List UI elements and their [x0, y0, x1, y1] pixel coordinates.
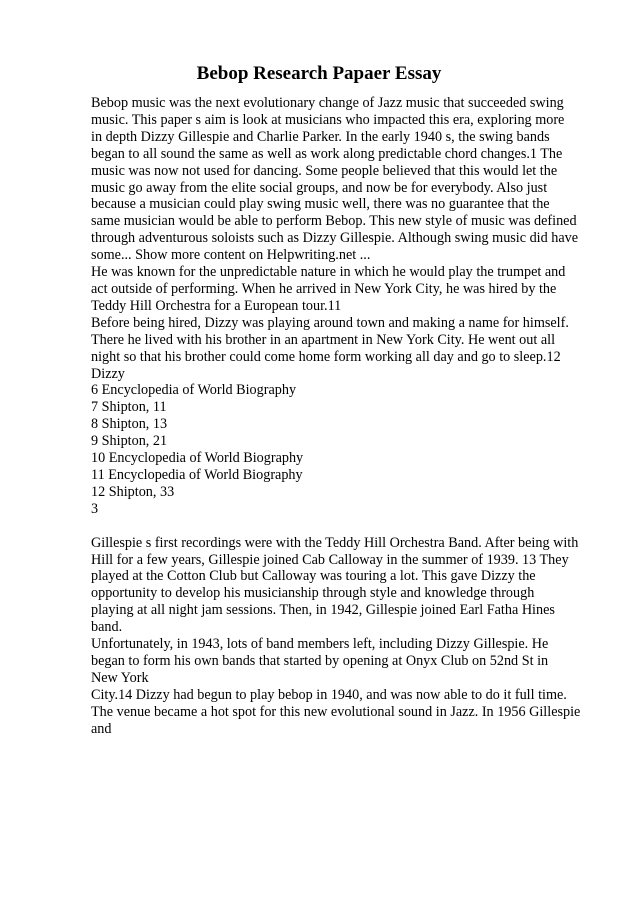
text-line: in depth Dizzy Gillespie and Charlie Parker. In the early 1940 s, the swing bands — [91, 128, 550, 145]
text-line: Teddy Hill Orchestra for a European tour.11 — [91, 297, 342, 314]
text-line: He was known for the unpredictable nature in which he would play the trumpet and — [91, 264, 566, 281]
text-line: Unfortunately, in 1943, lots of band members left, including Dizzy Gillespie. He — [91, 636, 549, 653]
text-line: There he lived with his brother in an apartment in New York City. He went out all — [91, 331, 556, 348]
document-title: Bebop Research Papaer Essay — [196, 63, 442, 84]
text-line: The venue became a hot spot for this new evolutional sound in Jazz. In 1956 Gillespie — [91, 703, 581, 720]
document-body — [91, 95, 601, 738]
text-block-2 — [91, 535, 601, 738]
text-line: Before being hired, Dizzy was playing around town and making a name for himself. — [91, 314, 569, 331]
page-number: 3 — [91, 500, 99, 517]
text-line: Gillespie s first recordings were with the Teddy Hill Orchestra Band. After being with — [91, 534, 579, 551]
footnote-line: 8 Shipton, 13 — [91, 416, 168, 433]
text-line: began to form his own bands that started by opening at Onyx Club on 52nd St in — [91, 653, 549, 669]
text-line: City.14 Dizzy had begun to play bebop in 1940, and was now able to do it full time. — [91, 686, 567, 703]
text-line: and — [91, 720, 112, 737]
text-line: some... Show more content on Helpwriting.net ... — [91, 247, 371, 264]
footnote-line: 10 Encyclopedia of World Biography — [91, 450, 304, 467]
text-line: New York — [91, 669, 149, 686]
text-line: act outside of performing. When he arrived in New York City, he was hired by the — [91, 280, 557, 297]
text-line: music. This paper s aim is look at musicians who impacted this era, exploring more — [91, 111, 565, 128]
text-line: night so that his brother could come home form working all day and go to sleep.12 — [91, 348, 561, 365]
footnote-line: 6 Encyclopedia of World Biography — [91, 382, 297, 399]
text-line: played at the Cotton Club but Calloway was touring a lot. This gave Dizzy the — [91, 568, 536, 585]
text-line: band. — [91, 619, 123, 636]
text-line: because a musician could play swing music well, there was no guarantee that the — [91, 196, 550, 213]
text-line: Hill for a few years, Gillespie joined Cab Calloway in the summer of 1939. 13 They — [91, 551, 569, 568]
text-line: playing at all night jam sessions. Then, in 1942, Gillespie joined Earl Fatha Hines — [91, 602, 555, 619]
footnote-line: 9 Shipton, 21 — [91, 433, 168, 450]
text-line: began to all sound the same as well as work along predictable chord changes.1 The — [91, 145, 563, 162]
footnote-line: 11 Encyclopedia of World Biography — [91, 466, 303, 483]
text-line: Bebop music was the next evolutionary change of Jazz music that succeeded swing — [91, 95, 564, 111]
text-line: same musician would be able to perform Bebop. This new style of music was defined — [91, 213, 577, 230]
text-block-1 — [91, 95, 601, 518]
footnote-line: 7 Shipton, 11 — [91, 399, 167, 416]
footnote-line: 12 Shipton, 33 — [91, 483, 175, 500]
paragraph-gap — [91, 518, 601, 535]
text-line: opportunity to develop his musicianship through style and knowledge through — [91, 585, 535, 602]
text-line: Dizzy — [91, 365, 125, 382]
text-line: through adventurous soloists such as Dizzy Gillespie. Although swing music did have — [91, 230, 579, 247]
text-line: music was now not used for dancing. Some people believed that this would let the — [91, 162, 558, 179]
text-line: music go away from the elite social groups, and now be for everybody. Also just — [91, 179, 548, 196]
